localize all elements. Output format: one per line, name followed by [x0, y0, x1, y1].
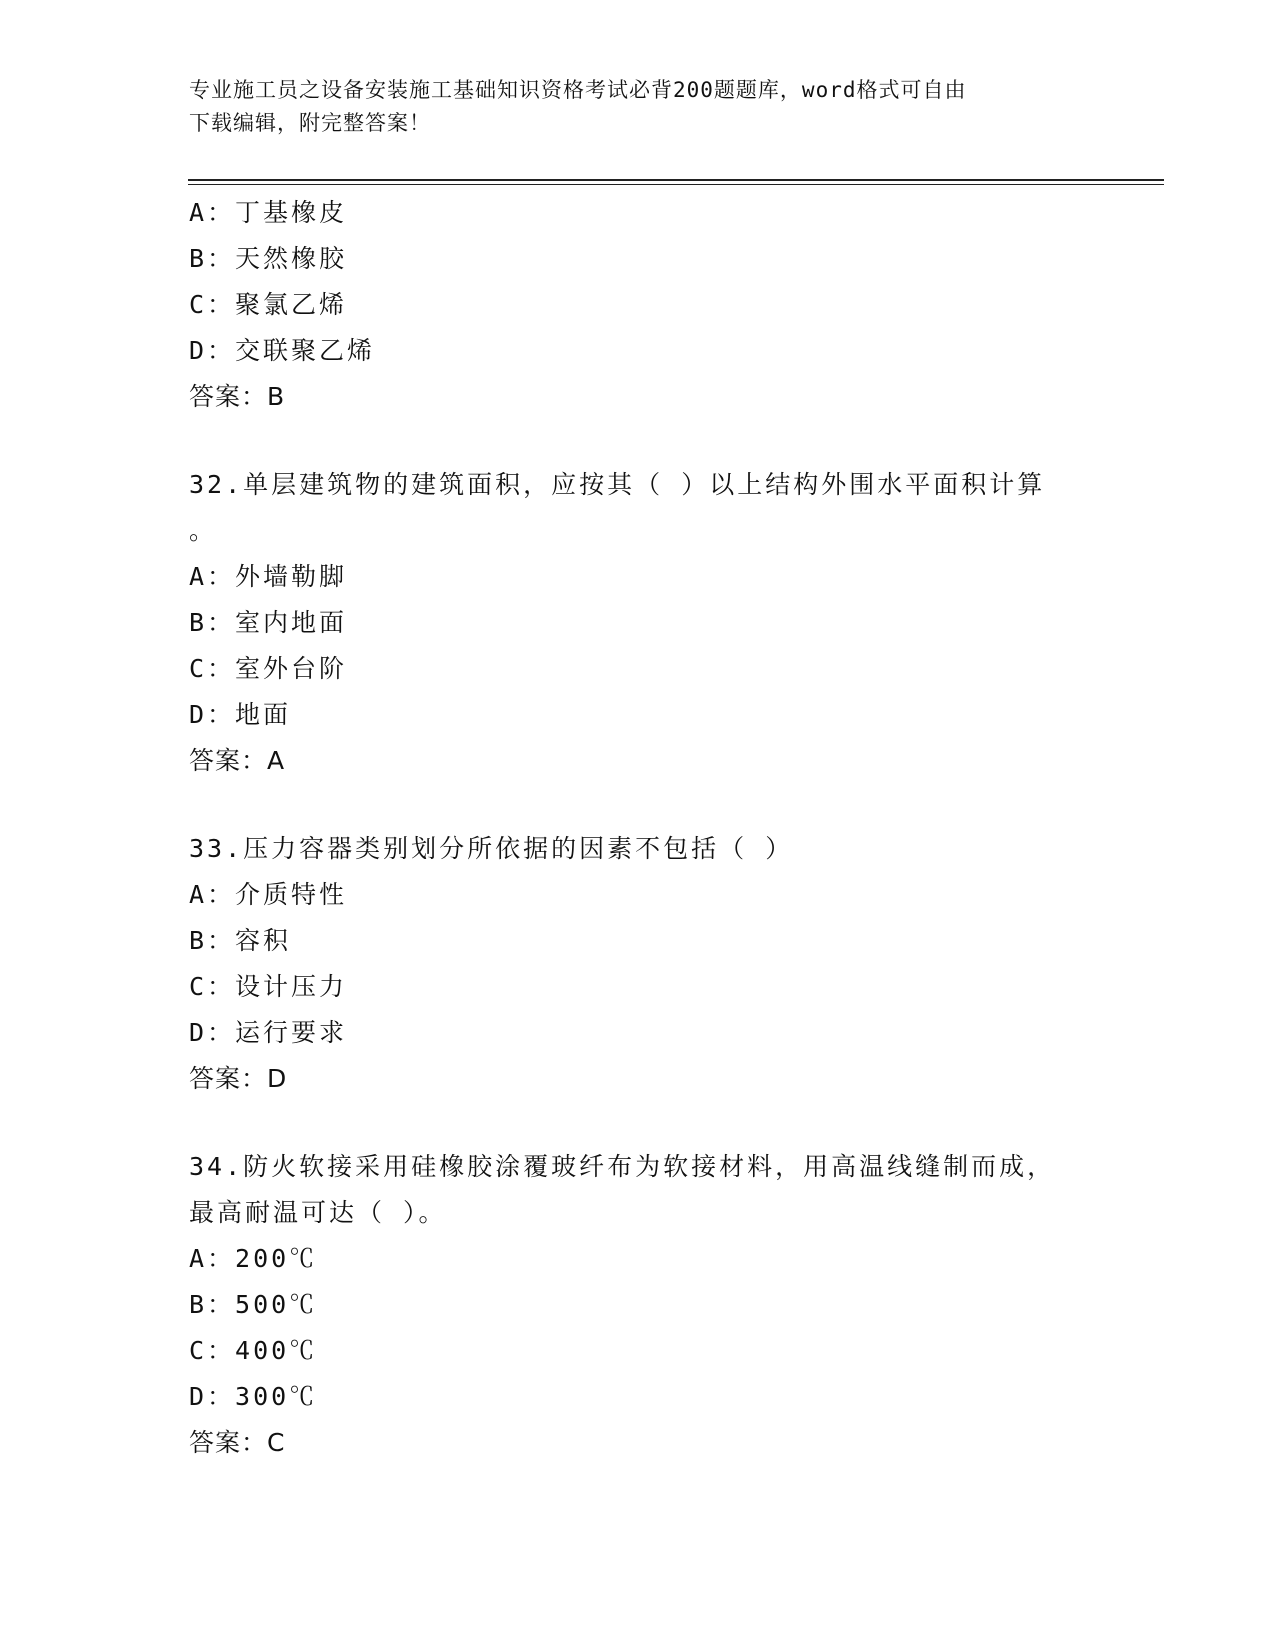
question-stem-line: 最高耐温可达（ ）。	[189, 1198, 447, 1227]
question-stem-line: 33.压力容器类别划分所依据的因素不包括（ ）	[189, 834, 794, 863]
option-b: B：容积	[189, 926, 292, 955]
question-34	[189, 1144, 1089, 1466]
answer: 答案：A	[189, 746, 286, 775]
answer: 答案：D	[189, 1064, 288, 1093]
header-line-2: 下载编辑，附完整答案！	[189, 111, 431, 135]
question-32	[189, 462, 1089, 784]
option-a: A：外墙勒脚	[189, 562, 348, 591]
question-31	[189, 190, 1089, 420]
option-a: A：丁基橡皮	[189, 198, 348, 227]
option-b: B：天然橡胶	[189, 244, 348, 273]
header-line-1: 专业施工员之设备安装施工基础知识资格考试必背200题题库，word格式可自由	[189, 78, 967, 102]
option-d: D：地面	[189, 700, 292, 729]
document-header	[189, 74, 1089, 140]
question-stem-line: 34.防火软接采用硅橡胶涂覆玻纤布为软接材料，用高温线缝制而成，	[189, 1152, 1056, 1181]
header-rule-thin	[188, 184, 1164, 185]
option-b: B：500℃	[189, 1290, 318, 1319]
option-c: C：设计压力	[189, 972, 348, 1001]
question-33	[189, 826, 1089, 1102]
question-stem-line: 32.单层建筑物的建筑面积，应按其（ ）以上结构外围水平面积计算	[189, 470, 1046, 499]
option-c: C：室外台阶	[189, 654, 348, 683]
option-b: B：室内地面	[189, 608, 348, 637]
answer: 答案：B	[189, 382, 286, 411]
option-a: A：介质特性	[189, 880, 348, 909]
answer: 答案：C	[189, 1428, 286, 1457]
question-stem-line: 。	[189, 516, 218, 545]
option-a: A：200℃	[189, 1244, 318, 1273]
header-rule-thick	[188, 179, 1164, 181]
option-d: D：运行要求	[189, 1018, 348, 1047]
question-list	[189, 190, 1089, 1466]
option-c: C：聚氯乙烯	[189, 290, 348, 319]
option-d: D：交联聚乙烯	[189, 336, 376, 365]
option-d: D：300℃	[189, 1382, 318, 1411]
option-c: C：400℃	[189, 1336, 318, 1365]
